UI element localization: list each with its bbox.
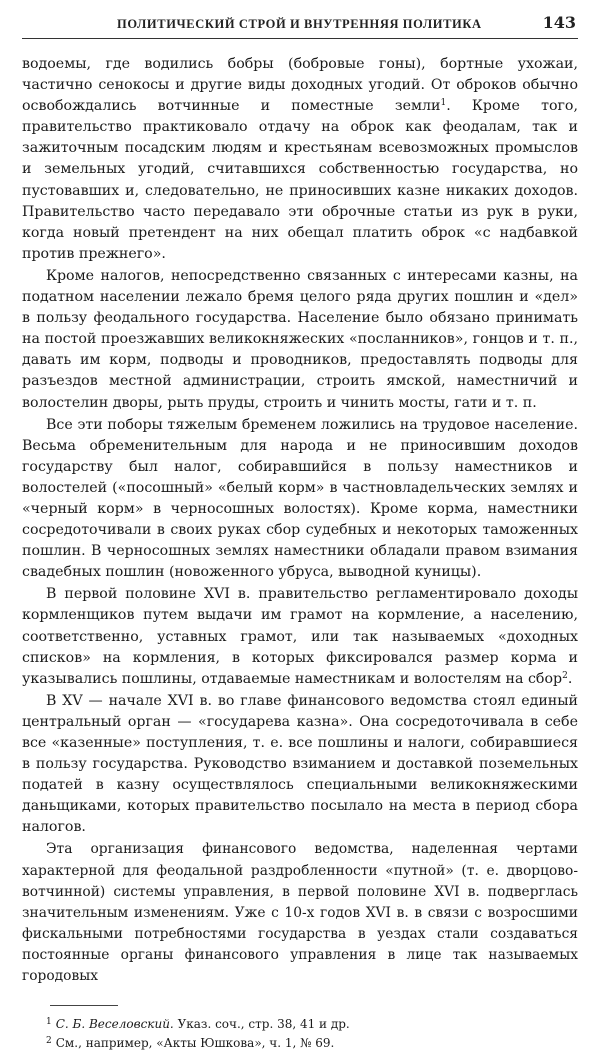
page-number: 143 [542, 13, 576, 32]
paragraph-1 [22, 54, 578, 265]
paragraph-4 [22, 584, 578, 689]
paragraph-3: Все эти поборы тяжелым бременем ложились на трудовое население. Весьма обременительным для народа и не приносившим доходов государству был налог, собиравшийся в пользу наместников и волостелей («посошный» «белый корм» в частновладельческих землях и «черный корм» в черносошных волостях). Кроме корма, наместники сосредоточивали в своих руках сбор судебных и некоторых таможенных пошлин. В черносошных землях наместники обладали правом взимания свадебных пошлин (новоженного убруса, выводной куницы). [22, 416, 578, 581]
footnote-divider [50, 1005, 118, 1006]
running-header [22, 0, 578, 40]
paragraph-2: Кроме налогов, непосредственно связанных с интересами казны, на податном населении лежало бремя целого ряда других пошлин и «дел» в пользу феодального государства. Население было обязано принимать на постой проезжавших великокняжеских «посланников», гонцов и т. п., давать им корм, подводы и проводников, предоставлять подводы для разъездов местной администрации, строить ямской, наместничий и волостелин дворы, рыть пруды, строить и чинить мосты, гати и т. п. [22, 267, 578, 411]
footnote-1-author: С. Б. Веселовский. [55, 1017, 174, 1032]
footnote-1 [22, 1014, 578, 1033]
footnote-ref-2: 2 [562, 670, 568, 681]
header-rule [22, 38, 578, 39]
paragraph-1-text-b: . Кроме того, правительство практиковало отдачу на оброк как феодалам, так и зажиточным посадским людям и крестьянам всевозможных промыслов и земельных угодий, считавшихся собственностью государства, но пустовавших и, следовательно, не приносивших казне никаких доходов. Правительство часто передавало эти оброчные статьи из рук в руки, когда новый претендент на них обещал платить оброк «с надбавкой против прежнего». [22, 98, 578, 262]
main-text [22, 54, 578, 987]
paragraph-6: Эта организация финансового ведомства, наделенная чертами характерной для феодальной раздробленности «путной» (т. е. дворцово-вотчинной) системы управления, в первой половине XVI в. подверглась значительным изменениям. Уже с 10-х годов XVI в. в связи с возросшими фискальными потребностями государства в уездах стали создаваться постоянные органы финансового управления в лице так называемых городовых [22, 841, 578, 985]
paragraph-4-text-b: . [567, 670, 573, 687]
footnote-2-text: См., например, «Акты Юшкова», ч. 1, № 69. [55, 1036, 335, 1051]
paragraph-4-text-a: В первой половине XVI в. правительство регламентировало доходы кормленщиков путем выдачи им грамот на кормление, а населению, соответственно, уставных грамот, или так называемых «доходных списков» на кормления, в которых фиксировался размер корма и указывались пошлины, отдаваемые наместникам и волостелям на сбор [22, 586, 578, 687]
footnote-ref-1: 1 [440, 98, 447, 109]
paragraph-1-text-a: водоемы, где водились бобры (бобровые гоны), бортные ухожаи, частично сенокосы и другие виды доходных угодий. От оброков обычно освобождались вотчинные и поместные земли [22, 56, 578, 115]
paragraph-5: В XV — начале XVI в. во главе финансового ведомства стоял единый центральный орган — «государева казна». Она сосредоточивала в себе все «казенные» поступления, т. е. все пошлины и налоги, собиравшиеся в пользу государства. Руководство взиманием и доставкой поземельных податей в казну осуществлялось специальными великокняжескими даньщиками, которых правительство посылало на места в период сбора налогов. [22, 692, 578, 836]
running-title: ПОЛИТИЧЕСКИЙ СТРОЙ И ВНУТРЕННЯЯ ПОЛИТИКА [117, 17, 482, 31]
footnote-1-mark: 1 [46, 1017, 52, 1028]
footnote-2 [22, 1033, 578, 1052]
footnote-2-mark: 2 [46, 1036, 52, 1047]
footnote-1-text: Указ. соч., стр. 38, 41 и др. [177, 1017, 350, 1032]
